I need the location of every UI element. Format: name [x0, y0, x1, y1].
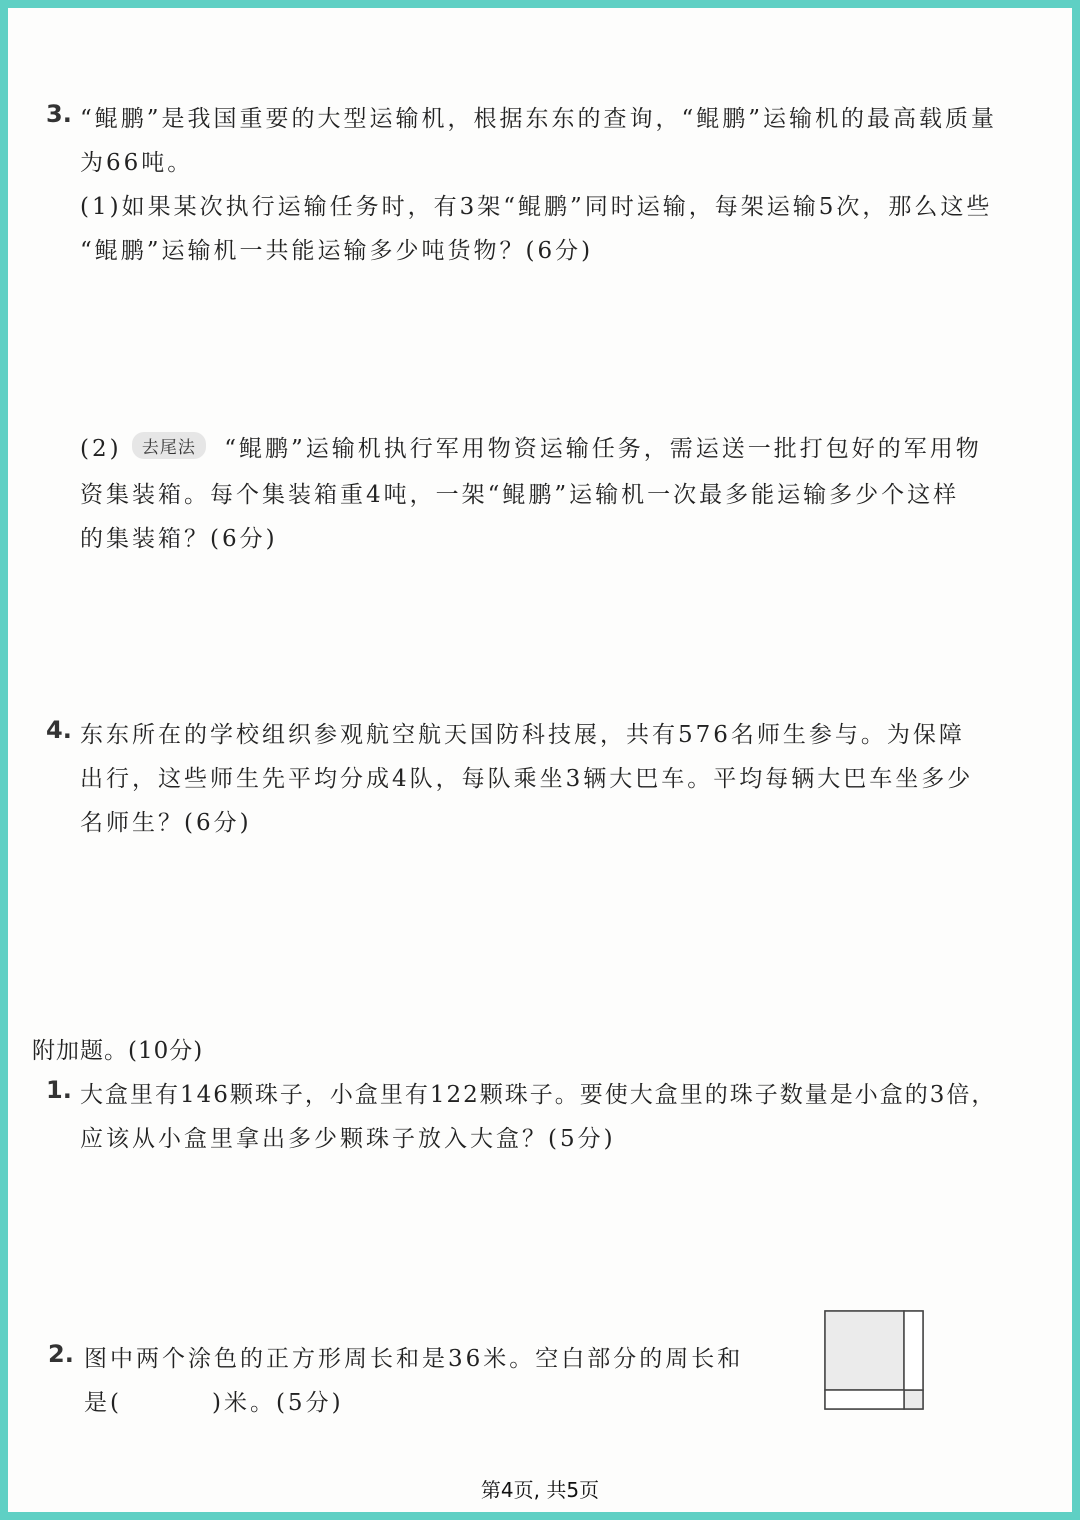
- shaded-square-small: [904, 1390, 923, 1409]
- bonus-heading: 附加题。(10分): [32, 1038, 204, 1064]
- bonus-question-2-line1: 图中两个涂色的正方形周长和是36米。空白部分的周长和: [84, 1346, 744, 1372]
- worksheet-page: [8, 8, 1072, 1512]
- question-4-text-line1: 东东所在的学校组织参观航空航天国防科技展，共有576名师生参与。为保障: [80, 722, 965, 748]
- question-3-part2-line3: 的集装箱？(6分): [80, 526, 278, 552]
- question-3-part2-line1-text: “鲲鹏”运输机执行军用物资运输任务，需运送一批打包好的军用物: [224, 436, 982, 462]
- question-3-number: 3.: [46, 100, 72, 128]
- question-3-part1-line2: “鲲鹏”运输机一共能运输多少吨货物？(6分): [80, 238, 594, 264]
- bonus-question-1-line2: 应该从小盒里拿出多少颗珠子放入大盒？(5分): [80, 1126, 616, 1152]
- question-3-text-line1: “鲲鹏”是我国重要的大型运输机，根据东东的查询，“鲲鹏”运输机的最高载质量: [80, 106, 998, 132]
- answer-blank-close: )米。(5分): [211, 1390, 344, 1416]
- answer-blank-open: 是(: [84, 1390, 122, 1416]
- blank-rect-right: [904, 1311, 923, 1390]
- method-tag-badge: 去尾法: [132, 432, 206, 459]
- question-3-part1-line1: (1)如果某次执行运输任务时，有3架“鲲鹏”同时运输，每架运输5次，那么这些: [80, 194, 993, 220]
- question-3-part2-prefix: (2): [80, 436, 122, 462]
- squares-figure: [824, 1310, 926, 1414]
- bonus-question-1-line1: 大盒里有146颗珠子，小盒里有122颗珠子。要使大盒里的珠子数量是小盒的3倍，: [80, 1082, 997, 1108]
- question-4-number: 4.: [46, 716, 72, 744]
- bonus-question-2-line2: [84, 1384, 344, 1417]
- question-3-text-line2: 为66吨。: [80, 150, 194, 176]
- page-number-footer: 第4页, 共5页: [480, 1478, 600, 1502]
- question-4-text-line3: 名师生？(6分): [80, 810, 252, 836]
- shaded-square-large: [825, 1311, 904, 1390]
- bonus-question-2-number: 2.: [48, 1340, 74, 1368]
- bonus-question-1-number: 1.: [46, 1076, 72, 1104]
- blank-rect-bottom: [825, 1390, 904, 1409]
- question-3-part2-line2: 资集装箱。每个集装箱重4吨，一架“鲲鹏”运输机一次最多能运输多少个这样: [80, 482, 960, 508]
- question-4-text-line2: 出行，这些师生先平均分成4队，每队乘坐3辆大巴车。平均每辆大巴车坐多少: [80, 766, 974, 792]
- question-3-part2-line1: [80, 430, 982, 463]
